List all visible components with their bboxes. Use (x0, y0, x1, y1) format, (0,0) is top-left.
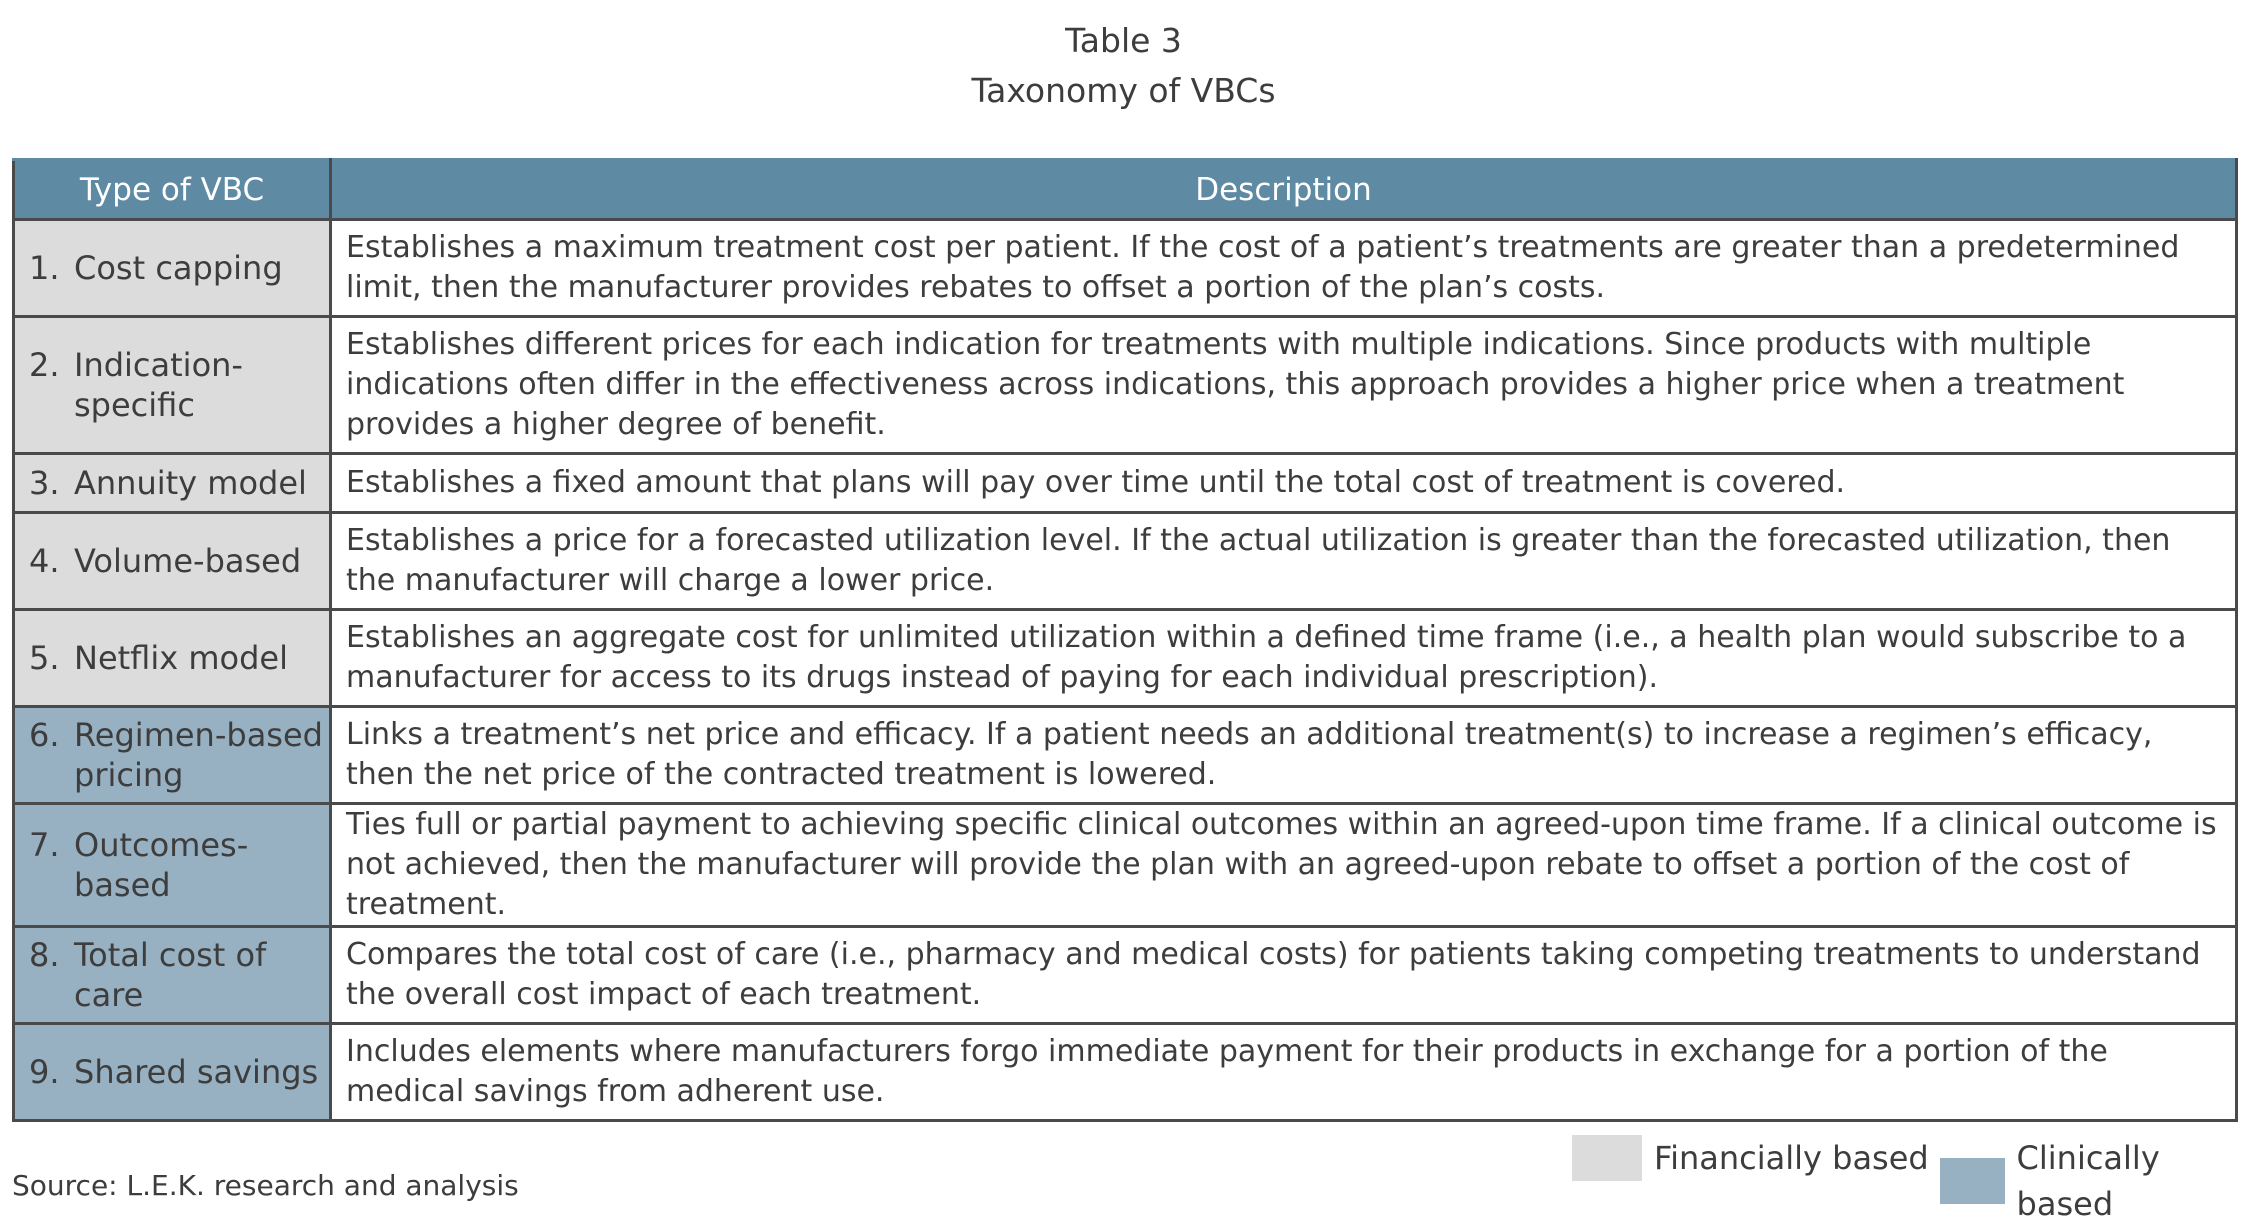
description-cell: Establishes a price for a forecasted utilization level. If the actual utilization is greater than the forecasted utilization, then the manufacturer will charge a lower price. (331, 513, 2237, 610)
vbc-type: Shared savings (74, 1053, 319, 1091)
vbc-type: Volume-based (74, 542, 302, 580)
type-cell (14, 804, 331, 927)
table-row (14, 927, 2237, 1024)
table-number: Table 3 (1065, 21, 1182, 60)
row-number: 6. (29, 716, 60, 754)
clinical-label: Clinically based (2016, 1139, 2160, 1223)
table-row (14, 1024, 2237, 1121)
vbc-type: Regimen-based pricing (74, 716, 323, 794)
type-cell (14, 454, 331, 513)
clinical-swatch (1940, 1158, 2005, 1204)
table-row (14, 513, 2237, 610)
table-row (14, 317, 2237, 454)
type-cell (14, 513, 331, 610)
table-row (14, 707, 2237, 804)
table-row (14, 610, 2237, 707)
description-cell: Links a treatment’s net price and efficacy. If a patient needs an additional treatment(s) to increase a regimen’s efficacy, then the net price of the contracted treatment is lowered. (331, 707, 2237, 804)
source-note: Source: L.E.K. research and analysis (12, 1169, 519, 1202)
legend-financial (1572, 1135, 1929, 1181)
financial-label: Financially based (1654, 1139, 1929, 1177)
type-cell (14, 1024, 331, 1121)
row-number: 7. (29, 826, 60, 864)
type-cell (14, 707, 331, 804)
type-cell (14, 927, 331, 1024)
row-number: 3. (29, 464, 60, 502)
vbc-type: Cost capping (74, 249, 283, 287)
vbc-type: Outcomes-based (74, 826, 249, 904)
type-cell (14, 317, 331, 454)
vbc-type: Indication-specific (74, 346, 243, 424)
row-number: 1. (29, 249, 60, 287)
row-number: 9. (29, 1053, 60, 1091)
type-cell (14, 220, 331, 317)
row-number: 2. (29, 346, 60, 384)
table-row (14, 804, 2237, 927)
table-row (14, 220, 2237, 317)
row-number: 5. (29, 639, 60, 677)
table-header-row (14, 160, 2237, 220)
description-cell: Establishes an aggregate cost for unlimited utilization within a defined time frame (i.e., a health plan would subscribe to a manufacturer for access to its drugs instead of paying for each individual prescription). (331, 610, 2237, 707)
description-cell: Establishes different prices for each indication for treatments with multiple indications. Since products with multiple indications often differ in the effectiveness across indications, this approach provides a higher price when a treatment provides a higher degree of benefit. (331, 317, 2237, 454)
vbc-type: Total cost of care (74, 936, 267, 1014)
column-header-description: Description (331, 160, 2237, 220)
table-row (14, 454, 2237, 513)
description-cell: Establishes a maximum treatment cost per patient. If the cost of a patient’s treatments are greater than a predetermined limit, then the manufacturer provides rebates to offset a portion of the plan’s costs. (331, 220, 2237, 317)
description-cell: Includes elements where manufacturers forgo immediate payment for their products in exchange for a portion of the medical savings from adherent use. (331, 1024, 2237, 1121)
financial-swatch (1572, 1135, 1642, 1181)
table-caption: Taxonomy of VBCs (971, 71, 1276, 110)
table-title (0, 16, 2247, 116)
type-cell (14, 610, 331, 707)
vbc-type: Annuity model (74, 464, 307, 502)
legend-clinical (1940, 1135, 2247, 1227)
description-cell: Establishes a fixed amount that plans will pay over time until the total cost of treatment is covered. (331, 454, 2237, 513)
description-cell: Ties full or partial payment to achieving specific clinical outcomes within an agreed-upon time frame. If a clinical outcome is not achieved, then the manufacturer will provide the plan with an agreed-upon rebate to offset a portion of the cost of treatment. (331, 804, 2237, 927)
vbc-taxonomy-table (12, 158, 2238, 1122)
column-header-type: Type of VBC (14, 160, 331, 220)
row-number: 4. (29, 542, 60, 580)
vbc-type: Netflix model (74, 639, 288, 677)
row-number: 8. (29, 936, 60, 974)
description-cell: Compares the total cost of care (i.e., pharmacy and medical costs) for patients taking competing treatments to understand the overall cost impact of each treatment. (331, 927, 2237, 1024)
